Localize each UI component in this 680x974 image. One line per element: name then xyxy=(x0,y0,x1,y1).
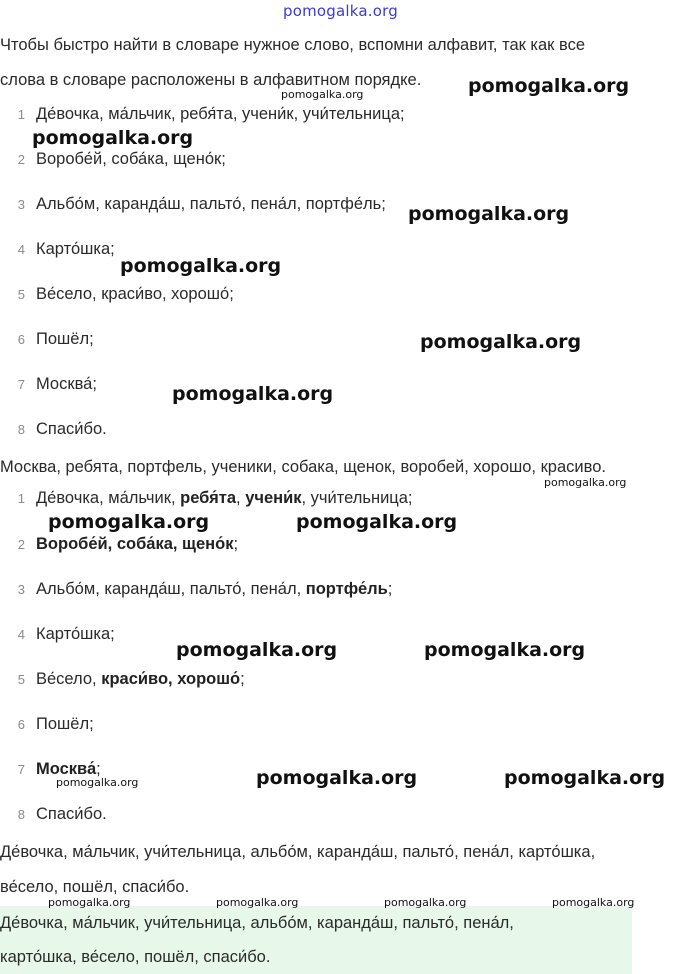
list-item-number: 3 xyxy=(17,582,25,597)
list-item-text xyxy=(36,284,234,304)
watermark-small: pomogalka.org xyxy=(552,896,635,909)
watermark: pomogalka.org xyxy=(172,383,334,405)
highlighted-word: ребя́та xyxy=(180,489,237,507)
list-item xyxy=(0,714,680,736)
list-item-text xyxy=(36,104,405,124)
list-item-number: 3 xyxy=(17,197,25,212)
list-item xyxy=(0,239,680,261)
list-item xyxy=(0,804,680,826)
text-segment: Де́вочка, ма́льчик, xyxy=(36,489,181,507)
highlighted-word: Москва́ xyxy=(36,760,97,778)
list-item xyxy=(0,579,680,601)
text-segment: Пошёл; xyxy=(36,715,94,733)
list-item-number: 1 xyxy=(17,491,25,506)
text-segment: Де́вочка, ма́льчик, ребя́та, учени́к, учи́тельница; xyxy=(36,105,405,123)
text-segment: Карто́шка; xyxy=(36,240,115,258)
list-item-text xyxy=(36,669,245,689)
list-item-number: 7 xyxy=(17,377,25,392)
watermark-small: pomogalka.org xyxy=(544,476,627,489)
list-item-text xyxy=(36,149,226,169)
list-item xyxy=(0,488,680,510)
intro-line-2: слова в словаре расположены в алфавитном порядке. xyxy=(0,71,422,89)
list-item xyxy=(0,669,680,691)
watermark-small: pomogalka.org xyxy=(48,896,131,909)
list-item-number: 4 xyxy=(17,242,25,257)
watermark: pomogalka.org xyxy=(120,255,282,277)
text-segment: ; xyxy=(240,670,245,688)
summary-line-1: Де́вочка, ма́льчик, учи́тельница, альбо́м, каранда́ш, пальто́, пена́л, карто́шка, xyxy=(0,843,596,861)
watermark-small: pomogalka.org xyxy=(281,88,364,101)
list-item-text xyxy=(36,534,238,554)
highlighted-word: Воробе́й, соба́ка, щено́к xyxy=(36,535,234,553)
watermark-small: pomogalka.org xyxy=(384,896,467,909)
watermark: pomogalka.org xyxy=(468,75,630,97)
highlighted-word: учени́к xyxy=(245,489,302,507)
list-item-number: 6 xyxy=(17,717,25,732)
list-item-number: 8 xyxy=(17,422,25,437)
text-segment: ; xyxy=(387,580,393,598)
watermark: pomogalka.org xyxy=(424,639,586,661)
watermark: pomogalka.org xyxy=(420,331,582,353)
text-segment: Альбо́м, каранда́ш, пальто́, пена́л, портфе́ль; xyxy=(36,195,386,213)
answer-line-1: Де́вочка, ма́льчик, учи́тельница, альбо́м, каранда́ш, пальто́, пена́л, xyxy=(0,914,514,932)
watermark: pomogalka.org xyxy=(296,511,458,533)
list-item-number: 6 xyxy=(17,332,25,347)
text-segment: Спаси́бо. xyxy=(36,805,107,823)
list-item-text xyxy=(36,714,94,734)
list-item-text xyxy=(36,579,392,599)
text-segment: Спаси́бо. xyxy=(36,420,107,438)
list-item-number: 7 xyxy=(17,762,25,777)
list-item-number: 2 xyxy=(17,537,25,552)
text-segment: Пошёл; xyxy=(36,330,94,348)
watermark: pomogalka.org xyxy=(256,767,418,789)
highlighted-word: краси́во, хорошо́ xyxy=(101,670,241,688)
watermark: pomogalka.org xyxy=(176,639,338,661)
text-segment: Ве́село, xyxy=(36,670,102,688)
text-segment: Карто́шка; xyxy=(36,625,115,643)
list-item xyxy=(0,534,680,556)
text-segment: Альбо́м, каранда́ш, пальто́, пена́л, xyxy=(36,580,306,598)
list-item-text xyxy=(36,239,115,259)
list-item xyxy=(0,284,680,306)
answer-line-2: карто́шка, ве́село, пошёл, спаси́бо. xyxy=(0,948,271,966)
list-item-text xyxy=(36,374,97,394)
watermark-small: pomogalka.org xyxy=(56,776,139,789)
list-item-text xyxy=(36,419,107,439)
watermark: pomogalka.org xyxy=(48,511,210,533)
site-header-watermark: pomogalka.org xyxy=(283,2,398,20)
list-item xyxy=(0,104,680,126)
watermark: pomogalka.org xyxy=(32,127,194,149)
intro-line-1: Чтобы быстро найти в словаре нужное слово, вспомни алфавит, так как все xyxy=(0,36,585,54)
list-item-text xyxy=(36,804,107,824)
list-item-text xyxy=(36,488,413,508)
list-item-number: 8 xyxy=(17,807,25,822)
list-item-number: 1 xyxy=(17,107,25,122)
words-to-find-line: Москва, ребята, портфель, ученики, собака, щенок, воробей, хорошо, красиво. xyxy=(0,458,606,476)
list-item xyxy=(0,374,680,396)
watermark-small: pomogalka.org xyxy=(216,896,299,909)
list-item-number: 4 xyxy=(17,627,25,642)
list-item-text xyxy=(36,624,115,644)
list-item-text xyxy=(36,329,94,349)
watermark: pomogalka.org xyxy=(408,203,570,225)
list-item xyxy=(0,419,680,441)
text-segment: ; xyxy=(96,760,101,778)
text-segment: ; xyxy=(233,535,239,553)
highlighted-word: портфе́ль xyxy=(305,580,388,598)
summary-line-2: ве́село, пошёл, спаси́бо. xyxy=(0,878,190,896)
text-segment: , учи́тельница; xyxy=(301,489,413,507)
text-segment: , xyxy=(236,489,246,507)
text-segment: Ве́село, краси́во, хорошо́; xyxy=(36,285,234,303)
list-item xyxy=(0,194,680,216)
watermark: pomogalka.org xyxy=(504,767,666,789)
text-segment: Москва́; xyxy=(36,375,97,393)
text-segment: Воробе́й, соба́ка, щено́к; xyxy=(36,150,226,168)
list-item-number: 5 xyxy=(17,672,25,687)
list-item xyxy=(0,149,680,171)
list-item-number: 2 xyxy=(17,152,25,167)
list-item-number: 5 xyxy=(17,287,25,302)
list-item-text xyxy=(36,194,386,214)
